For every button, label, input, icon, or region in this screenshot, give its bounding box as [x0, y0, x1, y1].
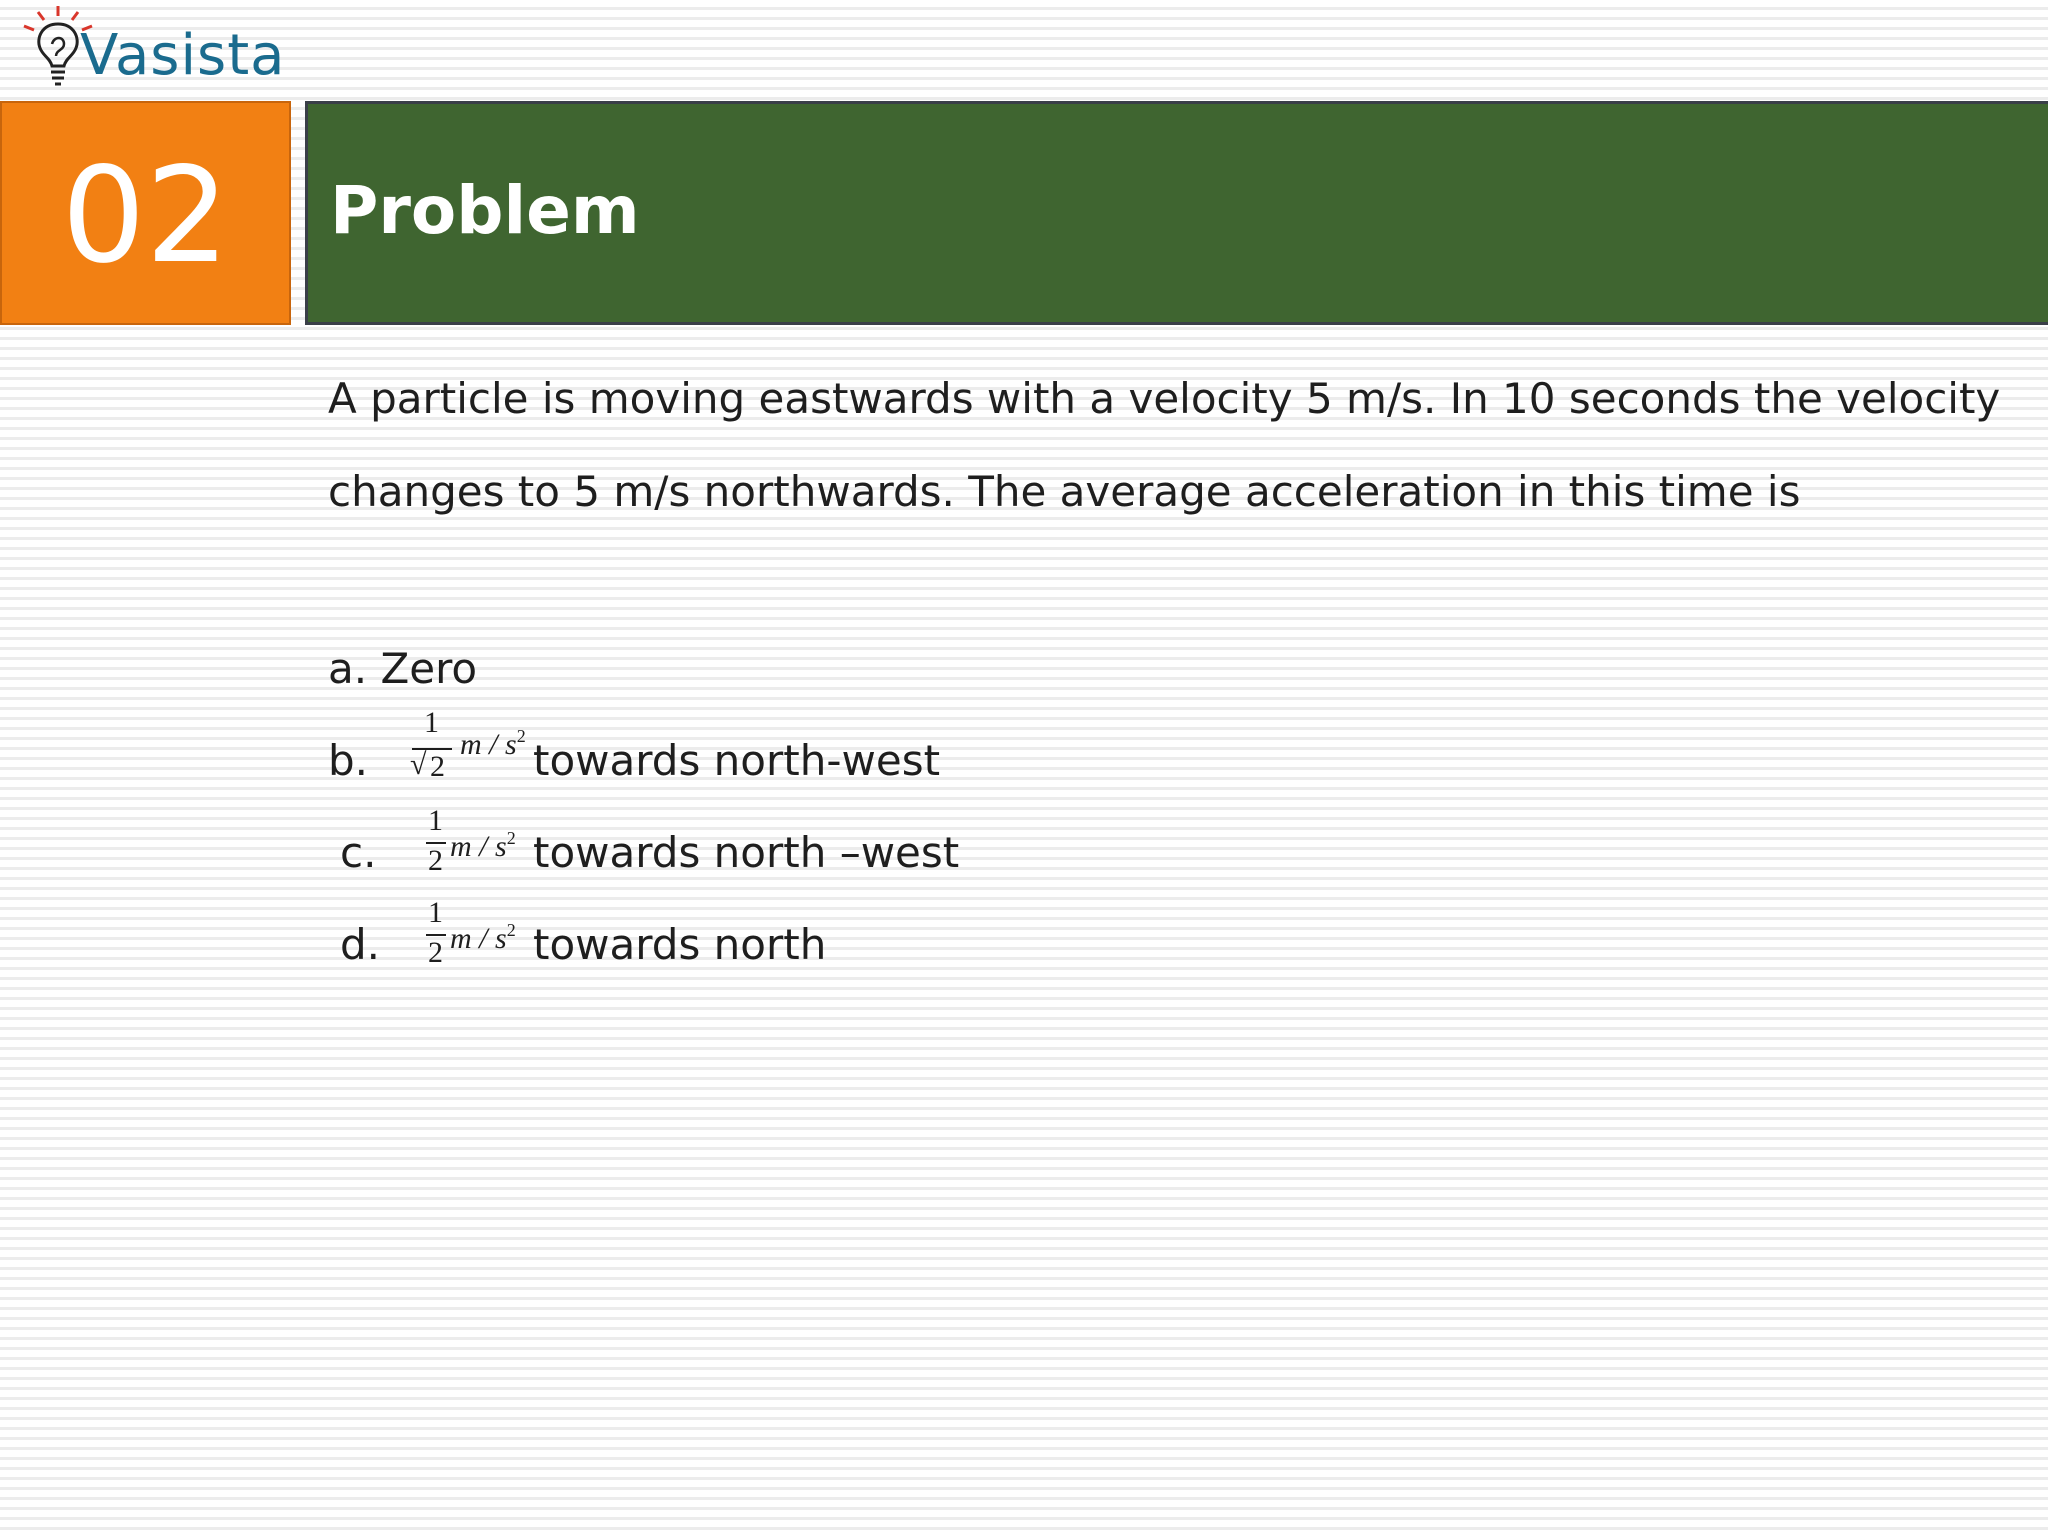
- option-text: Zero: [380, 644, 478, 693]
- unit: m / $s^2$: [450, 828, 516, 863]
- fraction-denominator: 2: [430, 750, 445, 783]
- option-letter: c.: [340, 828, 377, 877]
- sqrt-icon: √: [410, 748, 427, 781]
- logo-text: Vasista: [80, 23, 286, 88]
- fraction-numerator: 1: [424, 706, 439, 739]
- option-letter: b.: [328, 736, 369, 785]
- option-text: towards north –west: [533, 828, 960, 877]
- unit: m / $s^2$: [450, 920, 516, 955]
- slide-number: 02: [61, 139, 230, 293]
- question-text: A particle is moving eastwards with a velocity 5 m/s. In 10 seconds the velocity changes to 5 m/s northwards. The average acceleration in this time is: [328, 374, 2001, 516]
- fraction-denominator: 2: [428, 936, 443, 969]
- vasista-logo: [18, 4, 290, 96]
- option-letter: a. Zero: [328, 644, 478, 693]
- option-text: towards north-west: [533, 736, 941, 785]
- slide-number-box: [0, 101, 291, 325]
- option-text: towards north: [533, 920, 827, 969]
- fraction-numerator: 1: [428, 804, 443, 837]
- unit: m / $s^2$: [460, 726, 526, 761]
- fraction-numerator: 1: [428, 896, 443, 929]
- option-letter: d.: [340, 920, 381, 969]
- slide-title: Problem: [330, 172, 640, 249]
- title-bar: [305, 101, 2048, 325]
- fraction-denominator: 2: [428, 844, 443, 877]
